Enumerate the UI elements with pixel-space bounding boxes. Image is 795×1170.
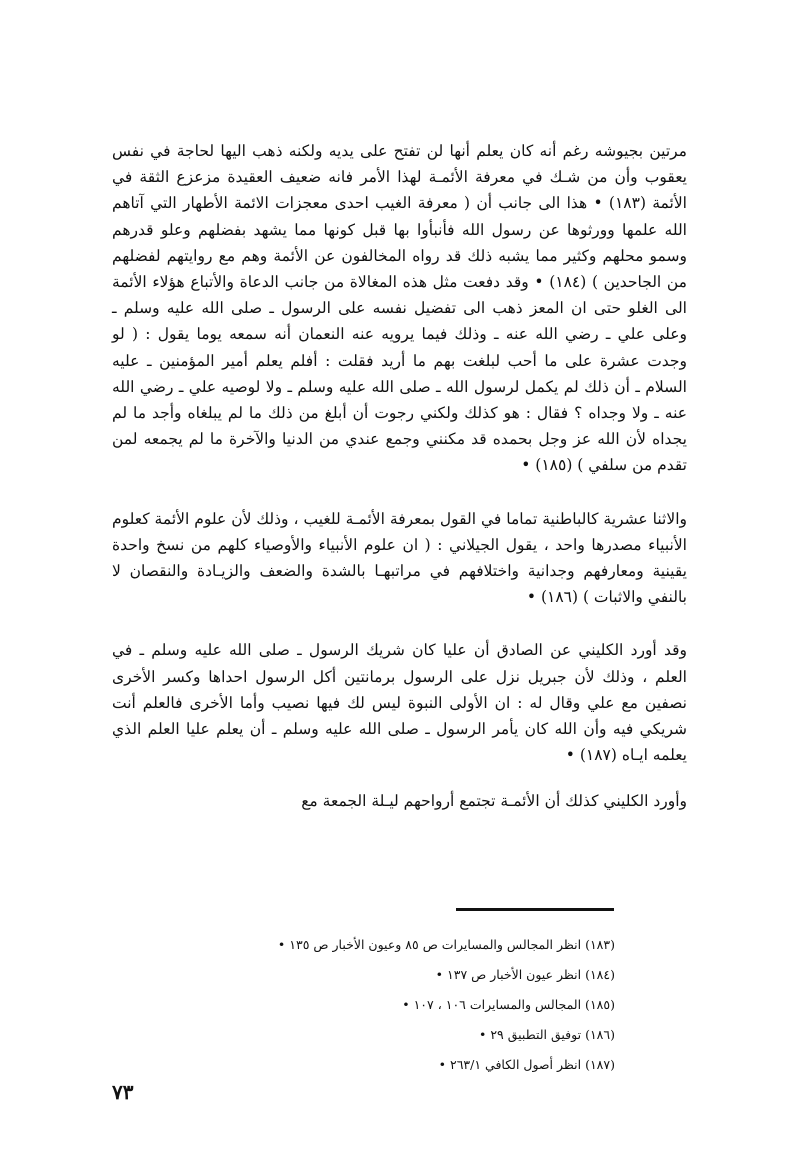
paragraph-1: مرتين بجيوشه رغم أنه كان يعلم أنها لن تفتح على يديه ولكنه ذهب اليها لحاجة في نفس يعقوب وأن من شـك في معرفة الأئمـة لهذا الأمر فانه ضعيف العقيدة مزعزع الثقة في الأئمة (١٨٣) • هذا الى جانب أن ( معرفة الغيب احدى معجزات الائمة الأطهار التي آتاهم الله علمها وورثوها عن رسول الله فأنبأوا بها قبل كونها مما يشهد بفضلهم وعلو قدرهم وسمو محلهم وكثير مما يشبه ذلك قد رواه المخالفون عن الأئمة وهم مع روايتهم لفضلهم من الجاحدين ) (١٨٤) • وقد دفعت مثل هذه المغالاة من جانب الدعاة والأتباع هؤلاء الأئمة الى الغلو حتى ان المعز ذهب الى تفضيل نفسه على الرسول ـ صلى الله عليه وسلم ـ وعلى علي ـ رضي الله عنه ـ وذلك فيما يرويه عنه النعمان أنه سمعه يوما يقول : ( لو وجدت عشرة على ما أحب لبلغت بهم ما أريد فقلت : أفلم يعلم أمير المؤمنين ـ عليه السلام ـ أن ذلك لم يكمل لرسول الله ـ صلى الله عليه وسلم ـ ولا لوصيه علي ـ رضي الله عنه ـ ولا وجداه ؟ فقال : هو كذلك ولكني رجوت أن أبلغ من ذلك ما لم يبلغاه وأجد ما لم يجداه لأن الله عز وجل بحمده قد مكنني وجمع عندي من الدنيا والآخرة ما لم يجمعه لمن تقدم من سلفي ) (١٨٥) • bbox=[112, 142, 687, 475]
footnote-183: (١٨٣) انظر المجالس والمسايرات ص ٨٥ وعيون الأخبار ص ١٣٥ • bbox=[277, 937, 615, 952]
paragraph-3: وقد أورد الكليني عن الصادق أن عليا كان شريك الرسول ـ صلى الله عليه وسلم ـ في العلم ، وذلك لأن جبريل نزل على الرسول برمانتين أكل الرسول احداها وكسر الأخرى نصفين مع علي وقال له : ان الأولى النبوة ليس لك فيها نصيب وأما الأخرى فالعلم أنت شريكي فيه وأن الله كان يأمر الرسول ـ صلى الله عليه وسلم ـ أن يعلم عليا العلم الذي يعلمه ايـاه (١٨٧) • bbox=[112, 641, 687, 765]
footnotes bbox=[180, 930, 615, 1080]
footnote-185: (١٨٥) المجالس والمسايرات ١٠٦ ، ١٠٧ • bbox=[402, 997, 615, 1012]
footnote-184: (١٨٤) انظر عيون الأخبار ص ١٣٧ • bbox=[435, 967, 615, 982]
paragraph-2: والاثنا عشرية كالباطنية تماما في القول بمعرفة الأئمـة للغيب ، وذلك لأن علوم الأئمة كعلوم الأنبياء مصدرها واحد ، يقول الجيلاني : ( ان علوم الأنبياء والأوصياء كلهم من نسخ واحدة يقينية ومعارفهم وجدانية واختلافهم في مراتبهـا بالشدة والضعف والزيـادة والنقصان لا بالنفي والاثبات ) (١٨٦) • bbox=[112, 509, 687, 607]
page-number: ٧٣ bbox=[112, 1080, 134, 1104]
footnote-186: (١٨٦) توفيق التطبيق ٢٩ • bbox=[478, 1027, 615, 1042]
footnote-187: (١٨٧) انظر أصول الكافي ٢٦٣/١ • bbox=[438, 1057, 615, 1072]
paragraph-4: وأورد الكليني كذلك أن الأئمـة تجتمع أرواحهم ليـلة الجمعة مع bbox=[301, 792, 687, 811]
footnote-divider bbox=[456, 908, 614, 911]
main-text bbox=[112, 138, 687, 815]
